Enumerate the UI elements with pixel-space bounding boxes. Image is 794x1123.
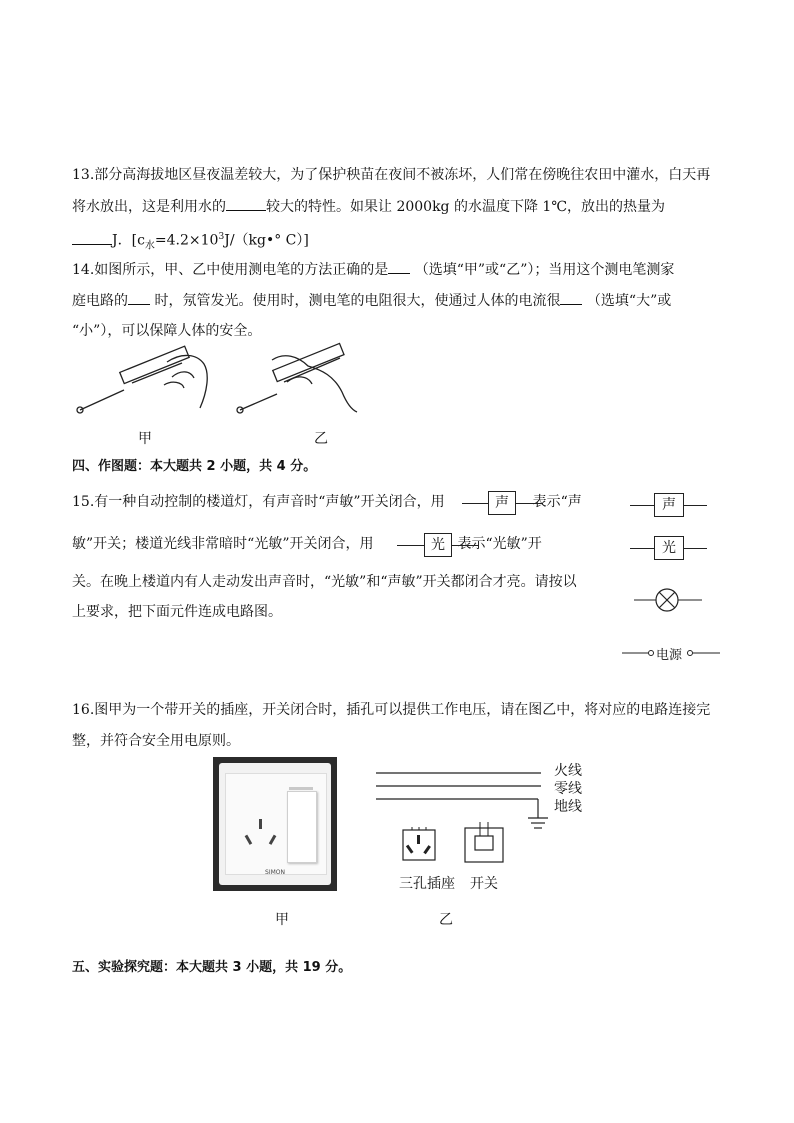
q15-line4: 上要求，把下面元件连成电路图。 — [72, 604, 282, 620]
three-pin-outlet-icon — [243, 817, 279, 851]
figure-label-jia: 甲 — [275, 912, 289, 928]
answer-blank[interactable] — [128, 290, 150, 305]
section-4-heading: 四、作图题：本大题共 2 小题，共 4 分。 — [72, 459, 317, 474]
q14-line2: 庭电路的 时，氖管发光。使用时，测电笔的电阻很大，使通过人体的电流很 （选填“大”或 — [72, 290, 671, 311]
ground-wire-label: 地线 — [554, 799, 582, 815]
q15-line2: 敏”开关；楼道光线非常暗时“光敏”开关闭合，用 表示“光敏”开 — [72, 536, 542, 552]
answer-blank[interactable] — [388, 259, 410, 274]
switch-icon[interactable] — [463, 822, 507, 864]
socket-photo — [213, 757, 337, 891]
q13-line3: J．[$c_水=4.2\times 10^3J/(kg•^\circ$ C）] — [72, 227, 309, 256]
three-hole-socket-label: 三孔插座 — [399, 876, 455, 892]
answer-blank[interactable] — [226, 196, 266, 211]
neutral-wire-label: 零线 — [554, 781, 582, 797]
three-hole-socket-icon[interactable] — [400, 827, 440, 863]
figure-label-yi: 乙 — [439, 912, 453, 928]
live-wire-label: 火线 — [554, 763, 582, 779]
q15-line3: 关。在晚上楼道内有人走动发出声音时，“光敏”和“声敏”开关都闭合才亮。请按以 — [72, 574, 577, 590]
figure-label-yi: 乙 — [314, 431, 328, 447]
sound-switch-symbol-inline: 声 — [488, 491, 516, 515]
tester-pen-figure — [72, 352, 362, 422]
lamp-icon[interactable] — [634, 588, 704, 612]
sound-switch-component[interactable]: 声 — [654, 493, 684, 517]
brand-text: SIMON — [265, 869, 285, 876]
switch-label: 开关 — [470, 876, 498, 892]
q15-line1: 15.有一种自动控制的楼道灯，有声音时“声敏”开关闭合，用 表示“声 — [72, 494, 582, 510]
pen-jia-icon — [77, 346, 207, 413]
figure-label-jia: 甲 — [138, 431, 152, 447]
q13-line2: 将水放出，这是利用水的 较大的特性。如果让 2000kg 的水温度下降 1℃，放出的热量为 — [72, 196, 665, 217]
q13-line1: 13.部分高海拔地区昼夜温差较大，为了保护秧苗在夜间不被冻坏，人们常在傍晚往农田中灌水，白天再 — [72, 167, 711, 183]
q16-line1: 16.图甲为一个带开关的插座，开关闭合时，插孔可以提供工作电压，请在图乙中，将对应的电路连接完 — [72, 702, 711, 718]
light-switch-symbol-inline: 光 — [424, 533, 452, 557]
section-5-heading: 五、实验探究题：本大题共 3 小题，共 19 分。 — [72, 960, 352, 975]
pen-yi-icon — [237, 343, 357, 413]
q16-line2: 整，并符合安全用电原则。 — [72, 733, 240, 749]
power-label: 电源 — [656, 648, 683, 663]
rocker-switch-icon — [287, 791, 317, 863]
answer-blank[interactable] — [72, 230, 112, 245]
q14-line1: 14.如图所示，甲、乙中使用测电笔的方法正确的是 （选填“甲”或“乙”）；当用这个测电笔测家 — [72, 259, 674, 280]
light-switch-component[interactable]: 光 — [654, 536, 684, 560]
q14-line3: “小”），可以保障人体的安全。 — [72, 323, 262, 339]
answer-blank[interactable] — [560, 290, 582, 305]
